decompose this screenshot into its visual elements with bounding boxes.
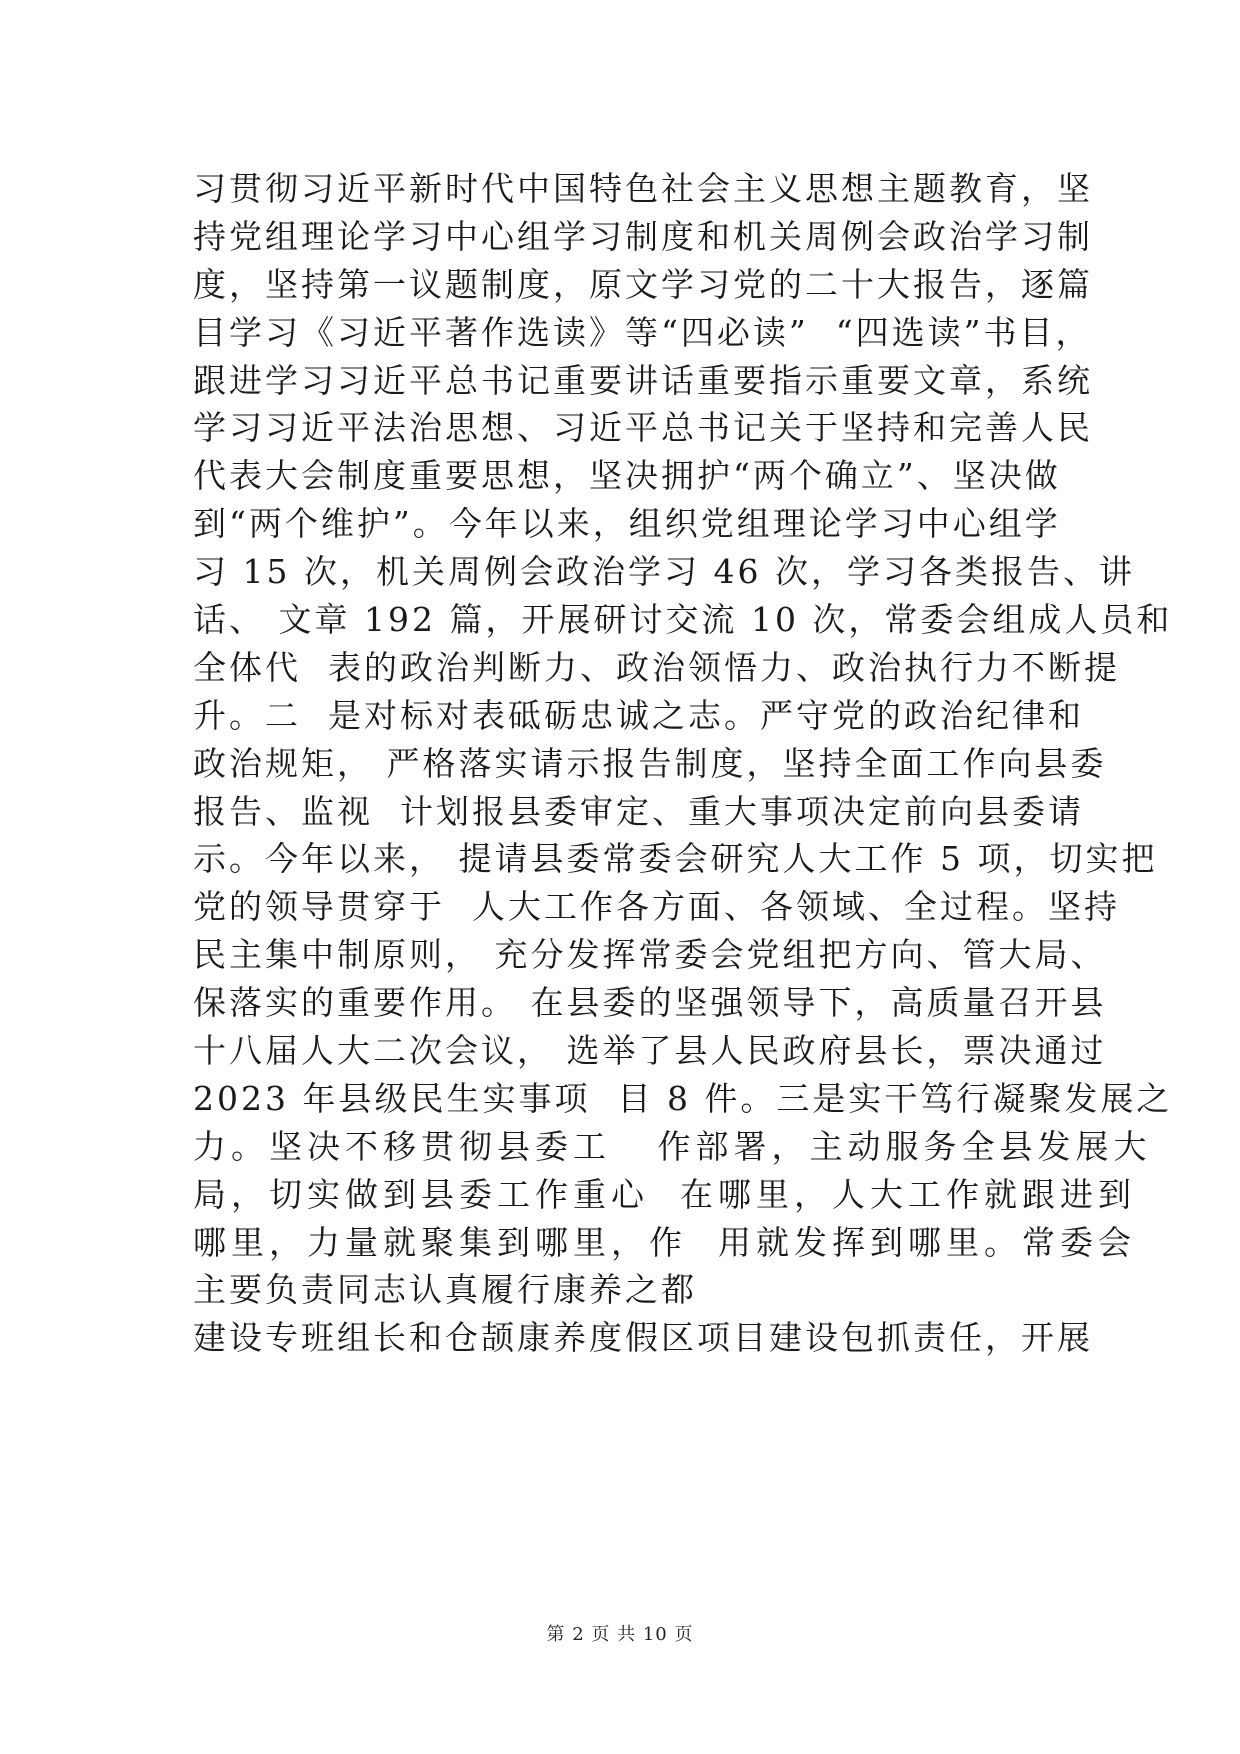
text-line: 升。二 是对标对表砥砺忠诚之志。严守党的政治纪律和 — [193, 695, 1084, 735]
text-line: 党的领导贯穿于 人大工作各方面、各领域、全过程。坚持 — [193, 887, 1120, 927]
text-line: 习 15 次，机关周例会政治学习 46 次，学习各类报告、讲 — [193, 552, 1135, 592]
text-line: 建设专班组长和仓颉康养度假区项目建设包抓责任，开展 — [193, 1318, 1093, 1358]
text-line: 跟进学习习近平总书记重要讲话重要指示重要文章，系统 — [193, 360, 1093, 400]
text-line: 十八届人大二次会议， 选举了县人民政府县长，票决通过 — [193, 1031, 1107, 1071]
text-line: 到“两个维护”。今年以来，组织党组理论学习中心组学 — [193, 504, 1061, 544]
text-line: 政治规矩， 严格落实请示报告制度，坚持全面工作向县委 — [193, 743, 1107, 783]
text-line: 力。坚决不移贯彻县委工 作部署，主动服务全县发展大 — [193, 1126, 1152, 1166]
text-line: 哪里，力量就聚集到哪里，作 用就发挥到哪里。常委会 — [193, 1222, 1136, 1262]
text-line: 全体代 表的政治判断力、政治领悟力、政治执行力不断提 — [193, 647, 1120, 687]
text-line: 学习习近平法治思想、习近平总书记关于坚持和完善人民 — [193, 408, 1093, 448]
page-footer: 第 2 页 共 10 页 — [546, 1624, 694, 1645]
text-line: 示。今年以来， 提请县委常委会研究人大工作 5 项，切实把 — [193, 839, 1158, 879]
text-line: 习贯彻习近平新时代中国特色社会主义思想主题教育，坚 — [193, 169, 1093, 208]
text-line: 持党组理论学习中心组学习制度和机关周例会政治学习制 — [193, 216, 1093, 256]
body-text — [193, 165, 1173, 1362]
text-line: 代表大会制度重要思想，坚决拥护“两个确立”、坚决做 — [193, 456, 1061, 496]
text-line: 民主集中制原则， 充分发挥常委会党组把方向、管大局、 — [193, 935, 1107, 975]
text-line: 保落实的重要作用。 在县委的坚强领导下，高质量召开县 — [193, 983, 1107, 1023]
text-line: 局，切实做到县委工作重心 在哪里，人大工作就跟进到 — [193, 1174, 1136, 1214]
text-line: 度，坚持第一议题制度，原文学习党的二十大报告，逐篇 — [193, 264, 1093, 304]
text-line: 2023 年县级民生实事项 目 8 件。三是实干笃行凝聚发展之 — [193, 1078, 1173, 1118]
text-line: 报告、监视 计划报县委审定、重大事项决定前向县委请 — [193, 791, 1084, 831]
text-line: 目学习《习近平著作选读》等“四必读” “四选读”书目， — [193, 312, 1092, 352]
text-line: 话、 文章 192 篇，开展研讨交流 10 次，常委会组成人员和 — [193, 600, 1173, 640]
text-line: 主要负责同志认真履行康养之都 — [193, 1270, 697, 1310]
